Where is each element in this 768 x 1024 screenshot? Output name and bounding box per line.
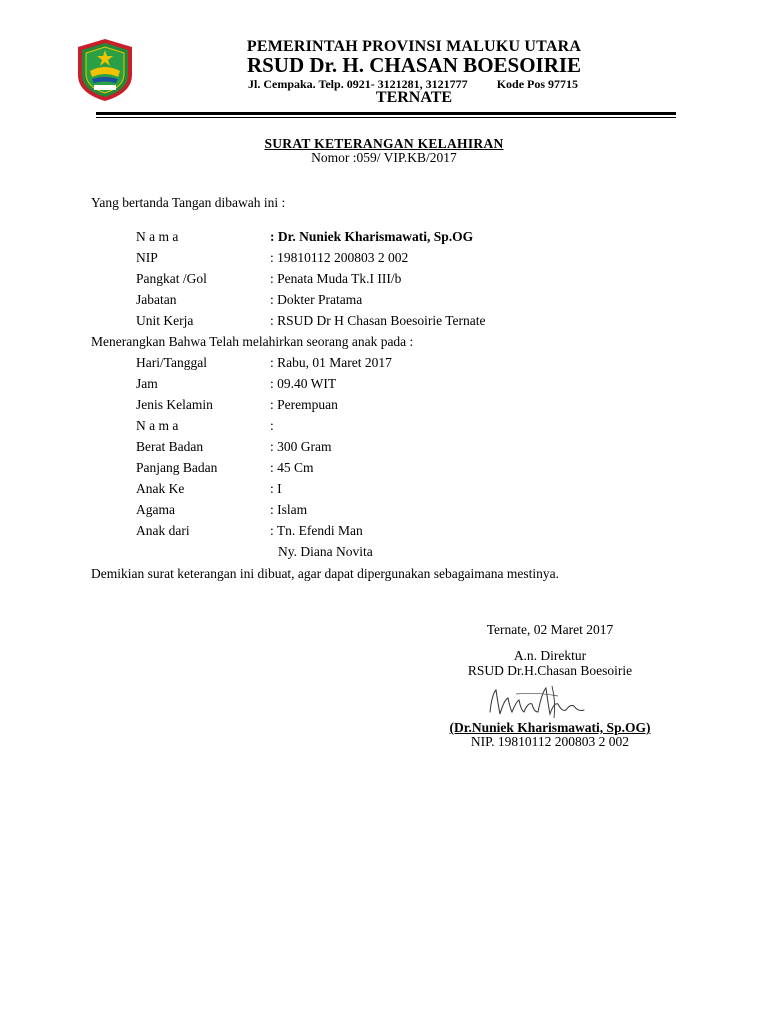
birth-label-religion: Agama [136, 502, 175, 517]
birth-label-child-order: Anak Ke [136, 481, 185, 496]
signer-value-nip: : 19810112 200803 2 002 [270, 250, 409, 265]
birth-label-time: Jam [136, 376, 158, 391]
statement-text: Menerangkan Bahwa Telah melahirkan seorang anak pada : [91, 334, 414, 349]
signature-name: (Dr.Nuniek Kharismawati, Sp.OG) [449, 720, 651, 735]
header-hospital-name: RSUD Dr. H. CHASAN BOESOIRIE [246, 53, 582, 77]
birth-label-weight: Berat Badan [136, 439, 204, 454]
closing-text: Demikian surat keterangan ini dibuat, agar dapat dipergunakan sebagaimana mestinya. [91, 566, 559, 581]
signer-label-nip: NIP [136, 250, 158, 265]
header-rule-thin [96, 117, 676, 118]
signer-value-rank: : Penata Muda Tk.I III/b [270, 271, 402, 286]
signer-label-name: N a m a [136, 229, 179, 244]
header-government: PEMERINTAH PROVINSI MALUKU UTARA [246, 38, 582, 55]
birth-label-length: Panjang Badan [136, 460, 218, 475]
signer-value-unit: : RSUD Dr H Chasan Boesoirie Ternate [270, 313, 486, 328]
birth-value-name: : [270, 418, 274, 433]
signer-value-position: : Dokter Pratama [270, 292, 363, 307]
header-city: TERNATE [375, 89, 453, 106]
letter-number: Nomor :059/ VIP.KB/2017 [311, 150, 457, 165]
letter-title: SURAT KETERANGAN KELAHIRAN [264, 136, 504, 151]
signature-nip: NIP. 19810112 200803 2 002 [470, 734, 630, 749]
birth-label-date: Hari/Tanggal [136, 355, 208, 370]
handwritten-signature [486, 682, 596, 722]
signer-label-position: Jabatan [136, 292, 177, 307]
birth-value-date: : Rabu, 01 Maret 2017 [270, 355, 392, 370]
header-rule-thick [96, 112, 676, 115]
header-address: Jl. Cempaka. Telp. 0921- 3121281, 3121777 [248, 77, 468, 91]
birth-value-sex: : Perempuan [270, 397, 338, 412]
birth-value-time: : 09.40 WIT [270, 376, 337, 391]
birth-value-religion: : Islam [270, 502, 308, 517]
signer-value-name: : Dr. Nuniek Kharismawati, Sp.OG [270, 229, 474, 244]
birth-value-mother: Ny. Diana Novita [278, 544, 373, 559]
birth-value-father: : Tn. Efendi Man [270, 523, 363, 538]
signer-label-rank: Pangkat /Gol [136, 271, 207, 286]
birth-label-sex: Jenis Kelamin [136, 397, 213, 412]
birth-label-name: N a m a [136, 418, 179, 433]
signature-place-date: Ternate, 02 Maret 2017 [486, 622, 614, 637]
intro-text: Yang bertanda Tangan dibawah ini : [91, 195, 286, 210]
signature-on-behalf: A.n. Direktur [513, 648, 587, 663]
birth-value-child-order: : I [270, 481, 282, 496]
header-postal-code: Kode Pos 97715 [496, 77, 579, 91]
birth-value-length: : 45 Cm [270, 460, 314, 475]
birth-label-parents: Anak dari [136, 523, 190, 538]
signature-institution: RSUD Dr.H.Chasan Boesoirie [467, 663, 633, 678]
signer-label-unit: Unit Kerja [136, 313, 194, 328]
birth-value-weight: : 300 Gram [270, 439, 332, 454]
